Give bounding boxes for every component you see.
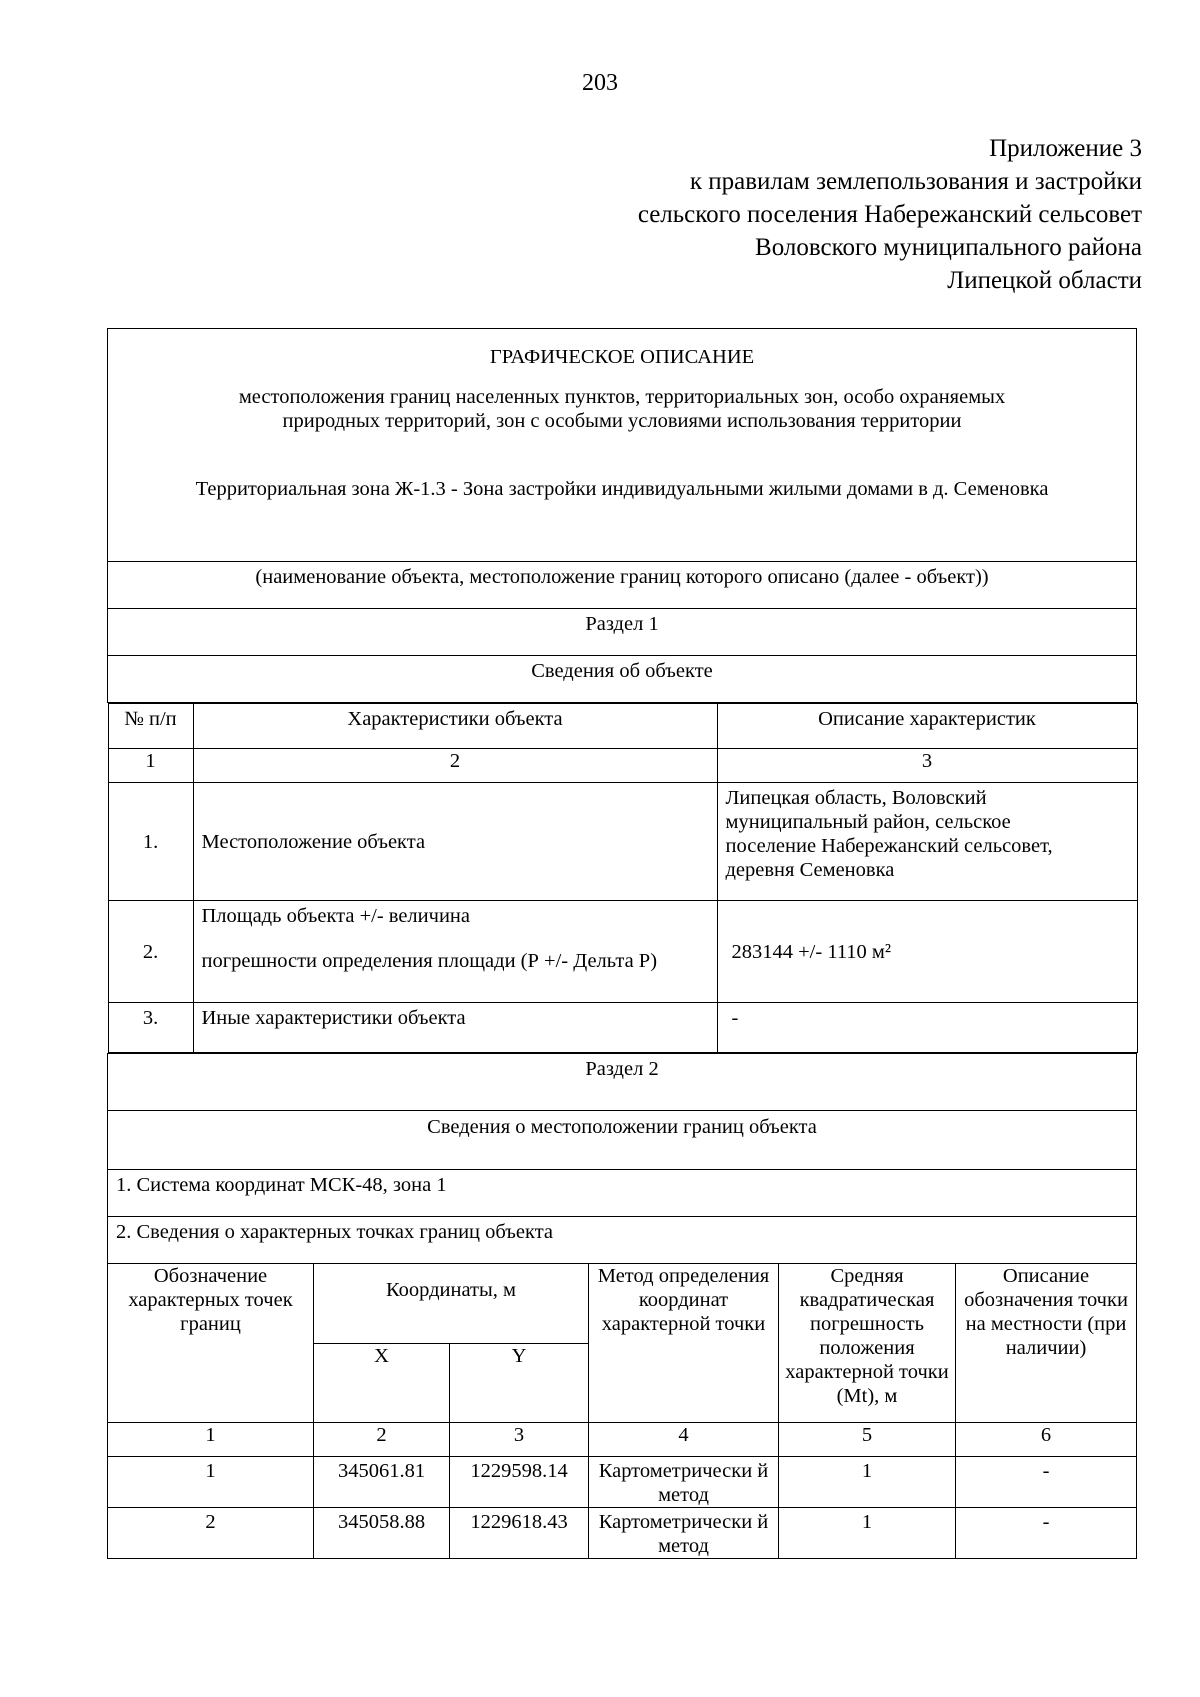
row-number: 2. — [108, 901, 193, 1003]
table-row — [108, 1457, 1137, 1508]
row-characteristic: Иные характеристики объекта — [193, 1003, 717, 1053]
subtitle-line: природных территорий, зон с особыми условиями использования территории — [282, 410, 962, 432]
point-desc: - — [956, 1508, 1137, 1559]
point-id: 1 — [108, 1457, 314, 1508]
row-description: Липецкая область, Воловский муниципальный район, сельское поселение Набережанский сельсовет, деревня Семеновка — [717, 783, 1137, 901]
points-title: 2. Сведения о характерных точках границ объекта — [108, 1217, 1137, 1264]
section1-table — [108, 703, 1138, 1053]
row-characteristic: Площадь объекта +/- величина погрешности определения площади (Р +/- Дельта Р) — [193, 901, 717, 1003]
document-header — [108, 329, 1137, 562]
header-method: Метод определения координат характерной точки — [589, 1264, 779, 1423]
section1-subtitle: Сведения об объекте — [108, 656, 1137, 703]
col-header-description: Описание характеристик — [717, 704, 1137, 749]
header-y: Y — [450, 1344, 589, 1423]
table-row — [108, 901, 1137, 1003]
col-number: 5 — [779, 1423, 956, 1457]
appendix-block — [638, 132, 1142, 297]
col-header-num: № п/п — [108, 704, 193, 749]
col-number: 1 — [108, 1423, 314, 1457]
col-number: 3 — [717, 749, 1137, 783]
section2-title: Раздел 2 — [108, 1054, 1137, 1111]
header-error: Средняя квадратическая погрешность положения характерной точки (Mt), м — [779, 1264, 956, 1423]
col-header-characteristic: Характеристики объекта — [193, 704, 717, 749]
table-row — [108, 783, 1137, 901]
col-number: 1 — [108, 749, 193, 783]
col-number: 2 — [314, 1423, 450, 1457]
appendix-line: Воловского муниципального района — [755, 234, 1142, 261]
row-description: - — [717, 1003, 1137, 1053]
row-number: 3. — [108, 1003, 193, 1053]
point-id: 2 — [108, 1508, 314, 1559]
col-number: 6 — [956, 1423, 1137, 1457]
point-x: 345058.88 — [314, 1508, 450, 1559]
subtitle-line: местоположения границ населенных пунктов, территориальных зон, особо охраняемых — [238, 386, 1006, 408]
appendix-line: сельского поселения Набережанский сельсовет — [637, 201, 1142, 228]
point-mt: 1 — [779, 1457, 956, 1508]
point-method: Картометрически й метод — [589, 1508, 779, 1559]
point-x: 345061.81 — [314, 1457, 450, 1508]
appendix-line: к правилам землепользования и застройки — [689, 168, 1142, 195]
appendix-line: Липецкой области — [947, 267, 1142, 294]
section2-subtitle: Сведения о местоположении границ объекта — [108, 1111, 1137, 1170]
table-row — [108, 1003, 1137, 1053]
col-number: 4 — [589, 1423, 779, 1457]
header-coordinates: Координаты, м — [314, 1264, 589, 1344]
header-description: Описание обозначения точки на местности (при наличии) — [956, 1264, 1137, 1423]
appendix-line: Приложение 3 — [989, 135, 1142, 162]
col-number: 2 — [193, 749, 717, 783]
table-row — [108, 1508, 1137, 1559]
page-number: 203 — [582, 70, 618, 96]
section1-title: Раздел 1 — [108, 609, 1137, 656]
row-description: 283144 +/- 1110 м² — [717, 901, 1137, 1003]
document-subtitle — [108, 385, 1136, 433]
header-designation: Обозначение характерных точек границ — [108, 1264, 314, 1423]
point-desc: - — [956, 1457, 1137, 1508]
point-mt: 1 — [779, 1508, 956, 1559]
col-number: 3 — [450, 1423, 589, 1457]
graphic-description-table — [107, 328, 1137, 1559]
header-x: X — [314, 1344, 450, 1423]
row-number: 1. — [108, 783, 193, 901]
section1-container — [108, 703, 1137, 1054]
coordinate-system: 1. Система координат МСК-48, зона 1 — [108, 1170, 1137, 1217]
point-y: 1229618.43 — [450, 1508, 589, 1559]
point-method: Картометрически й метод — [589, 1457, 779, 1508]
point-y: 1229598.14 — [450, 1457, 589, 1508]
document-title: ГРАФИЧЕСКОЕ ОПИСАНИЕ — [489, 346, 755, 368]
row-characteristic: Местоположение объекта — [193, 783, 717, 901]
zone-name: Территориальная зона Ж-1.3 - Зона застройки индивидуальными жилыми домами в д. Семеновка — [195, 478, 1049, 500]
object-caption: (наименование объекта, местоположение границ которого описано (далее - объект)) — [108, 562, 1137, 609]
